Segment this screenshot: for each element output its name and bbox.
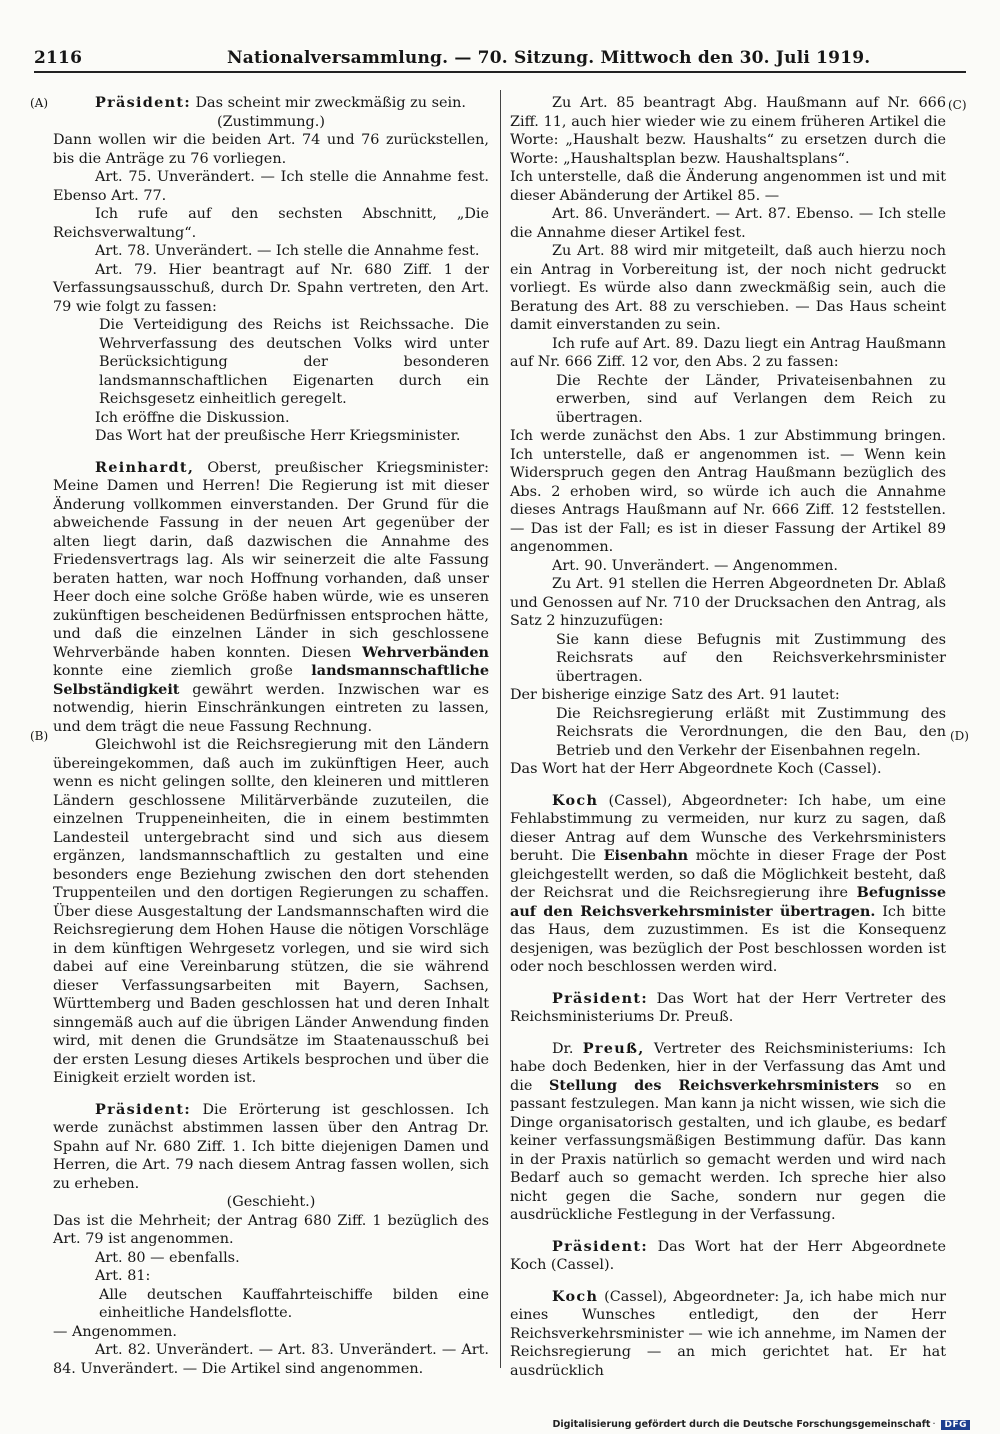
paragraph: Art. 90. Unverändert. — Angenommen. (552, 557, 838, 574)
speech: Gleichwohl ist die Reichsregierung mit den Ländern übereingekommen, daß auch im zukünftigen Heer, auch wenn es nicht gelingen sollte, den kleineren und mittleren Ländern geschlossene Militärverbände zuzuteilen, die einzelnen Truppeneinheiten, die in einem bestimmten Landesteil untergebracht sind und sich aus diesem ergänzen, landsmannschaftlich zu gestalten und eine besonders enge Beziehung zwischen den dort stehenden Truppenteilen und den dortigen Regierungen zu schaffen. Über diese Ausgestaltung der Landsmannschaften wird die Reichsregierung dem Hohen Hause die nötigen Vorschläge in dem künftigen Wehrgesetz vorlegen, und sie wird sich dabei auf eine Vereinbarung stützen, die sie während dieser Verfassungsarbeiten mit Bayern, Sachsen, Württemberg und Baden geschlossen hat und deren Inhalt sinngemäß auch auf die übrigen Länder Anwendung finden wird, mit denen die Grundsätze im Staatenausschuß bei der ersten Lesung dieses Artikels besprochen und über die Einigkeit erzielt worden ist. (53, 737, 489, 1086)
header-rule (34, 71, 966, 73)
paragraph: Art. 81: (95, 1268, 151, 1284)
speech: Koch (Cassel), Abgeordneter: Ich habe, um eine Fehlabstimmung zu vermeiden, nur kurz zu sagen, daß dieser Antrag auf dem Wunsche des Verkehrsministers beruht. Die Eisenbahn möchte in dieser Frage der Post gleichgestellt werden, so daß die Möglichkeit besteht, daß der Reichsrat und die Reichsregierung ihre Befugnisse auf den Reichsverkehrsminister übertragen. Ich bitte das Haus, dem zuzustimmen. Es ist die Konsequenz desjenigen, was bezüglich der Post beschlossen worden ist oder noch beschlossen werden wird. (510, 791, 947, 975)
quoted-motion: Die Rechte der Länder, Privateisenbahnen zu erwerben, sind auf Verlangen dem Reich zu übertragen. (556, 372, 946, 426)
right-column (510, 94, 947, 1379)
quoted-motion: Die Verteidigung des Reichs ist Reichssache. Die Wehrverfassung des deutschen Volks wird unter Berücksichtigung der besonderen landsmannschaftlichen Eigenarten durch ein Reichsgesetz einheitlich geregelt. (99, 317, 489, 407)
paragraph: Das ist die Mehrheit; der Antrag 680 Ziff. 1 bezüglich des Art. 79 ist angenommen. (53, 1212, 489, 1247)
margin-marker-c: (C) (948, 98, 967, 112)
speaker-name: Präsident: (552, 989, 648, 1007)
speech: Reinhardt, Oberst, preußischer Kriegsminister: Meine Damen und Herren! Die Regierung ist mit dieser Änderung vollkommen einverstanden. Der Grund für die abweichende Fassung in der neuen Art gegenüber der alten liegt darin, daß dazwischen die Annahme des Friedensvertrags lag. Als wir seinerzeit die alte Fassung beraten hatten, war noch Hoffnung vorhanden, daß unser Heer doch eine solche Größe haben würde, wie es unseren zukünftigen bescheidenen Bedürfnissen entsprochen hätte, und daß die einzelnen Länder in sich geschlossene Wehrverbände haben konnten. Diesen Wehrverbänden konnte eine ziemlich große landsmannschaftliche Selbständigkeit gewährt werden. Inzwischen war es notwendig, hierin Einschränkungen eintreten zu lassen, und dem trägt die neue Fassung Rechnung. (53, 458, 489, 735)
paragraph: Ich werde zunächst den Abs. 1 zur Abstimmung bringen. Ich unterstelle, daß er angenommen ist. — Wenn kein Widerspruch gegen den Antrag Haußmann bezüglich des Abs. 2 erhoben wird, so würde ich auch die Annahme dieses Antrags Haußmann auf Nr. 666 Ziff. 12 feststellen. — Das ist der Fall; es ist in dieser Fassung der Artikel 89 angenommen. (510, 428, 946, 555)
speech: Präsident: Die Erörterung ist geschlossen. Ich werde zunächst abstimmen lassen über den Antrag Dr. Spahn auf Nr. 680 Ziff. 1. Ich bitte diejenigen Damen und Herren, die Art. 79 nach diesem Antrag fassen wollen, sich zu erheben. (53, 1100, 489, 1192)
paragraph: Das Wort hat der preußische Herr Kriegsminister. (95, 428, 461, 444)
paragraph: Der bisherige einzige Satz des Art. 91 lautet: (510, 687, 840, 703)
paragraph: — Angenommen. (53, 1323, 177, 1340)
credit-separator: · (932, 1419, 936, 1430)
margin-marker-d: (D) (950, 729, 969, 743)
speaker-name: Koch (552, 791, 599, 809)
emphasis: Stellung des Reichsverkehrsministers (548, 1076, 879, 1094)
emphasis: landsmannschaftliche Selbständigkeit (53, 662, 489, 698)
credit-text: Digitalisierung gefördert durch die Deutsche Forschungsgemeinschaft (552, 1419, 931, 1430)
digitization-credit (552, 1419, 970, 1430)
speech: Koch (Cassel), Abgeordneter: Ja, ich habe mich nur eines Wunsches entledigt, den der Herr Reichsverkehrsminister — wie ich annehme, im Namen der Reichsregierung — an mich gerichtet hat. Er hat ausdrücklich (510, 1287, 946, 1379)
page-header (34, 42, 966, 72)
paragraph: Präsident: Das scheint mir zweckmäßig zu sein. (95, 94, 466, 111)
quoted-motion: Sie kann diese Befugnis mit Zustimmung des Reichsrats auf den Reichsverkehrsminister übertragen. (556, 631, 946, 685)
interjection: (Geschieht.) (226, 1194, 316, 1210)
paragraph: Art. 78. Unverändert. — Ich stelle die Annahme fest. (95, 243, 480, 259)
speaker-name: Präsident: (95, 1100, 191, 1118)
paragraph: Zu Art. 91 stellen die Herren Abgeordneten Dr. Ablaß und Genossen auf Nr. 710 der Drucksachen den Antrag, als Satz 2 hinzuzufügen: (510, 576, 946, 629)
emphasis: Eisenbahn (603, 847, 689, 864)
paragraph: Art. 80 — ebenfalls. (95, 1249, 240, 1266)
speech: Präsident: Das Wort hat der Herr Vertreter des Reichsministeriums Dr. Preuß. (510, 989, 946, 1025)
paragraph: Zu Art. 85 beantragt Abg. Haußmann auf Nr. 666 Ziff. 11, auch hier wieder wie zu einem früheren Artikel die Worte: „Haushalt bezw. Haushalts“ zu ersetzen durch die Worte: „Haushaltsplan bezw. Haushaltsplans“. (510, 95, 946, 167)
speech: Präsident: Das Wort hat der Herr Abgeordnete Koch (Cassel). (510, 1237, 946, 1273)
margin-marker-b: (B) (30, 729, 49, 743)
paragraph: Ich eröffne die Diskussion. (95, 409, 290, 426)
speaker-name: Reinhardt, (95, 458, 195, 476)
speaker-name: Präsident: (552, 1237, 648, 1255)
paragraph: Dann wollen wir die beiden Art. 74 und 76 zurückstellen, bis die Anträge zu 76 vorliegen. (53, 132, 489, 167)
speaker-name: Koch (552, 1287, 599, 1305)
margin-marker-a: (A) (30, 96, 49, 110)
paragraph: Ich unterstelle, daß die Änderung angenommen ist und mit dieser Abänderung der Artikel 85. — (510, 169, 946, 204)
paragraph: Art. 79. Hier beantragt auf Nr. 680 Ziff. 1 der Verfassungsausschuß, durch Dr. Spahn vertreten, den Art. 79 wie folgt zu fassen: (53, 261, 489, 315)
emphasis: Befugnisse auf den Reichsverkehrsminister übertragen. (510, 884, 946, 920)
paragraph: Das Wort hat der Herr Abgeordnete Koch (Cassel). (510, 761, 882, 777)
interjection: (Zustimmung.) (217, 113, 325, 130)
speech: Dr. Preuß, Vertreter des Reichsministeriums: Ich habe doch Bedenken, hier in der Verfassung das Amt und die Stellung des Reichsverkehrsministers so en passant festzulegen. Man kann ja nicht wissen, wie sich die Dinge organisatorisch gestalten, und ich glaube, es bedarf keiner verfassungsmäßigen Bestimmung dafür. Das kann in der Praxis natürlich so gemacht werden und wird nach Bedarf auch so gemacht werden. Ich spreche hier also nicht gegen die Sache, sondern nur gegen die ausdrückliche Festlegung in der Verfassung. (510, 1039, 946, 1223)
quoted-motion: Die Reichsregierung erläßt mit Zustimmung des Reichsrats die Verordnungen, die den Bau, den Betrieb und den Verkehr der Eisenbahnen regeln. (556, 705, 946, 759)
speaker-name: Präsident: (95, 94, 191, 111)
left-column (53, 94, 489, 1377)
speaker-name: Preuß, (582, 1039, 645, 1057)
paragraph: Art. 82. Unverändert. — Art. 83. Unverändert. — Art. 84. Unverändert. — Die Artikel sind angenommen. (53, 1342, 489, 1377)
paragraph: Ich rufe auf Art. 89. Dazu liegt ein Antrag Haußmann auf Nr. 666 Ziff. 12 vor, den Abs. 2 zu fassen: (510, 335, 946, 370)
column-rule (500, 90, 501, 1368)
quoted-motion: Alle deutschen Kauffahrteischiffe bilden eine einheitliche Handelsflotte. (99, 1286, 489, 1321)
emphasis: Wehrverbänden (362, 643, 489, 661)
paragraph: Ich rufe auf den sechsten Abschnitt, „Die Reichsverwaltung“. (53, 206, 489, 241)
running-head: Nationalversammlung. — 70. Sitzung. Mittwoch den 30. Juli 1919. (227, 48, 871, 68)
paragraph: Art. 75. Unverändert. — Ich stelle die Annahme fest. Ebenso Art. 77. (53, 169, 489, 204)
page-number: 2116 (34, 48, 83, 68)
paragraph: Zu Art. 88 wird mir mitgeteilt, daß auch hierzu noch ein Antrag in Vorbereitung ist, der noch nicht gedruckt vorliegt. Es würde also dann zweckmäßig sein, auch die Beratung des Art. 88 zu verschieben. — Das Haus scheint damit einverstanden zu sein. (510, 243, 946, 333)
paragraph: Art. 86. Unverändert. — Art. 87. Ebenso. — Ich stelle die Annahme dieser Artikel fest. (510, 206, 946, 241)
dfg-logo: DFG (941, 1420, 970, 1430)
